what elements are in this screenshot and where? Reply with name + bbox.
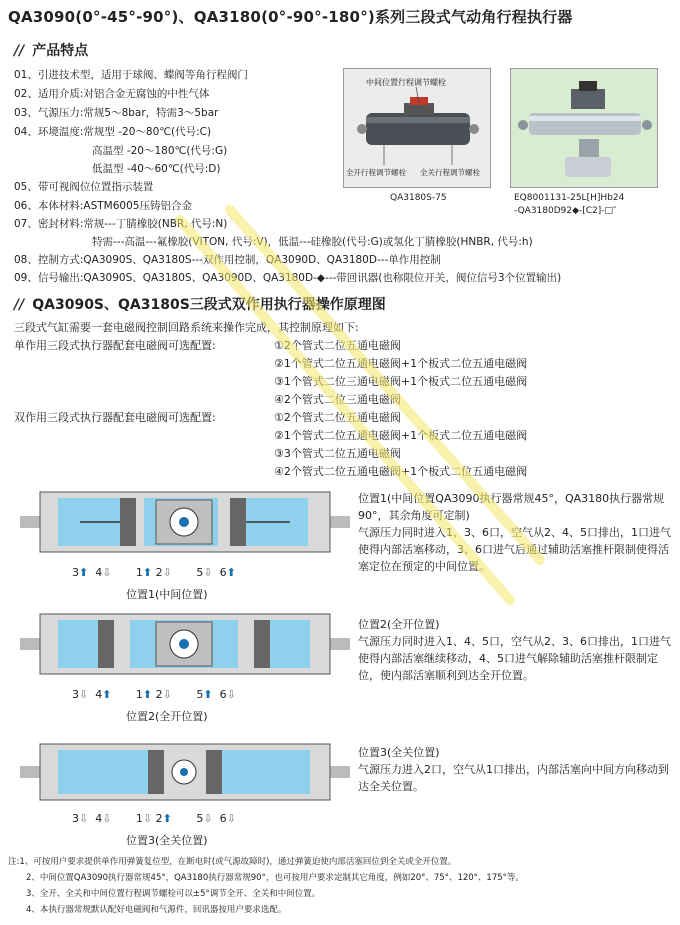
position-2-label: 位置2(全开位置) — [126, 710, 208, 723]
air-out-arrow-icon: ⇩ — [102, 812, 112, 825]
air-out-arrow-icon: ⇩ — [226, 812, 236, 825]
feature-line: 08、控制方式:QA3090S、QA3180S---双作用控制，QA3090D、QA3180D---单作用控制 — [14, 254, 441, 266]
photo-label-close-bolt: 全关行程调节螺栓 — [420, 168, 480, 177]
section-heading-features — [14, 40, 88, 60]
single-option: ③1个管式二位三通电磁阀+1个板式二位五通电磁阀 — [274, 375, 528, 388]
double-option: ①2个管式二位五通电磁阀 — [274, 411, 401, 424]
feature-line: 低温型 -40～60℃(代号:D) — [92, 163, 221, 175]
air-out-arrow-icon: ⇩ — [226, 688, 236, 701]
actuator-diagram-position-3 — [20, 740, 350, 804]
note-line: 2、中间位置QA3090执行器常规45°，QA3180执行器常规90°，也可按用户要求定制其它角度，例如20°、75°、120°、175°等。 — [26, 873, 524, 883]
single-option: ②1个管式二位五通电磁阀+1个板式二位五通电磁阀 — [274, 357, 528, 370]
air-out-arrow-icon: ⇩ — [102, 566, 112, 579]
air-in-arrow-icon: ⬆ — [142, 566, 153, 579]
air-in-arrow-icon: ⬆ — [226, 566, 236, 579]
position-2-description — [358, 616, 678, 684]
feature-line: 02、适用介质:对铝合金无腐蚀的中性气体 — [14, 88, 210, 100]
feature-line: 特需---高温---氟橡胶(VITON, 代号:V)，低温---硅橡胶(代号:G)或氢化丁腈橡胶(HNBR, 代号:h) — [92, 236, 533, 248]
product-photo-qa3180s — [343, 68, 491, 188]
port-row-position-3: 3⇩ 4⇩ 1⇩ 2⬆ 5⇩ 6⇩ — [72, 812, 236, 825]
photo-caption-assembly-1: EQ8001131-25L[H]Hb24 — [514, 193, 625, 203]
feature-line: 03、气源压力:常规5～8bar，特需3～5bar — [14, 107, 219, 119]
single-option: ④2个管式二位三通电磁阀 — [274, 393, 401, 406]
position-1-description — [358, 490, 678, 575]
feature-line: 04、环境温度:常规型 -20～80℃(代号:C) — [14, 126, 212, 138]
note-line: 注:1、可按用户要求提供单作用弹簧复位型，在断电时(或气源故障时)，通过弹簧迫使内部活塞回位到全关或全开位置。 — [8, 857, 457, 867]
air-out-arrow-icon: ⇩ — [162, 688, 172, 701]
feature-line: 07、密封材料:常规---丁腈橡胶(NBR, 代号:N) — [14, 218, 228, 230]
valve-assembly-illustration-icon — [511, 69, 658, 188]
product-photo-assembly — [510, 68, 658, 188]
position-1-heading: 位置1(中间位置QA3090执行器常规45°，QA3180执行器常规90°，其余角度可定制) — [358, 492, 665, 522]
double-acting-label: 双作用三段式执行器配套电磁阀可选配置: — [14, 411, 216, 424]
air-out-arrow-icon: ⇩ — [142, 812, 153, 825]
feature-line: 05、带可视阀位位置指示装置 — [14, 181, 154, 193]
feature-line: 高温型 -20～180℃(代号:G) — [92, 145, 228, 157]
photo-caption-qa3180s: QA3180S-75 — [390, 193, 447, 203]
position-3-label: 位置3(全关位置) — [126, 834, 208, 847]
position-2-text: 气源压力同时进入1、4、5口，空气从2、3、6口排出，1口进气使得内部活塞继续移动，4、5口进气解除辅助活塞推杆限制定位，使内部活塞顺利到达全开位置。 — [358, 635, 671, 682]
note-line: 4、本执行器常规默认配好电磁阀和气源件，回讯器按用户要求选配。 — [26, 905, 287, 915]
port-row-position-2: 3⇩ 4⬆ 1⬆ 2⇩ 5⬆ 6⇩ — [72, 688, 236, 701]
single-acting-label: 单作用三段式执行器配套电磁阀可选配置: — [14, 339, 216, 352]
intro-text: 三段式气缸需要一套电磁阀控制回路系统来操作完成，其控制原理如下: — [14, 321, 359, 334]
position-2-heading: 位置2(全开位置) — [358, 618, 440, 631]
air-out-arrow-icon: ⇩ — [79, 688, 89, 701]
double-option: ③3个管式二位五通电磁阀 — [274, 447, 401, 460]
double-option: ④2个管式二位五通电磁阀+1个板式二位五通电磁阀 — [274, 465, 528, 478]
page-title: QA3090(0°-45°-90°)、QA3180(0°-90°-180°)系列三段式气动角行程执行器 — [8, 8, 573, 26]
photo-label-middle-bolt: 中间位置行程调节螺栓 — [366, 78, 446, 87]
air-in-arrow-icon: ⬆ — [102, 688, 112, 701]
section-slash-icon: // — [14, 43, 25, 59]
position-3-heading: 位置3(全关位置) — [358, 746, 440, 759]
air-out-arrow-icon: ⇩ — [162, 566, 172, 579]
position-1-text: 气源压力同时进入1、3、6口，空气从2、4、5口排出，1口进气使得内部活塞移动，3、6口进气后通过辅助活塞推杆限制使得活塞定位在预定的中间位置。 — [358, 526, 671, 573]
air-in-arrow-icon: ⬆ — [142, 688, 153, 701]
section-heading-principle — [14, 294, 386, 314]
feature-line: 01、引进技术型，适用于球阀、蝶阀等角行程阀门 — [14, 69, 248, 81]
double-option: ②1个管式二位五通电磁阀+1个板式二位五通电磁阀 — [274, 429, 528, 442]
position-3-text: 气源压力进入2口，空气从1口排出，内部活塞向中间方向移动到达全关位置。 — [358, 763, 669, 793]
air-out-arrow-icon: ⇩ — [203, 812, 213, 825]
single-option: ①2个管式二位五通电磁阀 — [274, 339, 401, 352]
feature-line: 09、信号输出:QA3090S、QA3180S、QA3090D、QA3180D-◆---带回讯器(也称限位开关，阀位信号3个位置输出) — [14, 272, 562, 284]
note-line: 3、全开、全关和中间位置行程调节螺栓可以±5°调节全开、全关和中间位置。 — [26, 889, 321, 899]
port-row-position-1: 3⬆ 4⇩ 1⬆ 2⇩ 5⇩ 6⬆ — [72, 566, 236, 579]
position-3-description — [358, 744, 678, 795]
air-in-arrow-icon: ⬆ — [79, 566, 89, 579]
air-out-arrow-icon: ⇩ — [79, 812, 89, 825]
actuator-diagram-position-1 — [20, 486, 350, 558]
air-in-arrow-icon: ⬆ — [203, 688, 213, 701]
section-title: 产品特点 — [32, 43, 89, 59]
section-slash-icon: // — [14, 297, 25, 313]
feature-line: 06、本体材料:ASTM6005压铸铝合金 — [14, 200, 192, 212]
air-out-arrow-icon: ⇩ — [203, 566, 213, 579]
air-in-arrow-icon: ⬆ — [162, 812, 172, 825]
photo-label-open-bolt: 全开行程调节螺栓 — [346, 168, 406, 177]
actuator-diagram-position-2 — [20, 608, 350, 680]
position-1-label: 位置1(中间位置) — [126, 588, 208, 601]
photo-caption-assembly-2: -QA3180D92◆-[C2]-□″ — [514, 206, 617, 216]
section-title: QA3090S、QA3180S三段式双作用执行器操作原理图 — [32, 297, 386, 313]
